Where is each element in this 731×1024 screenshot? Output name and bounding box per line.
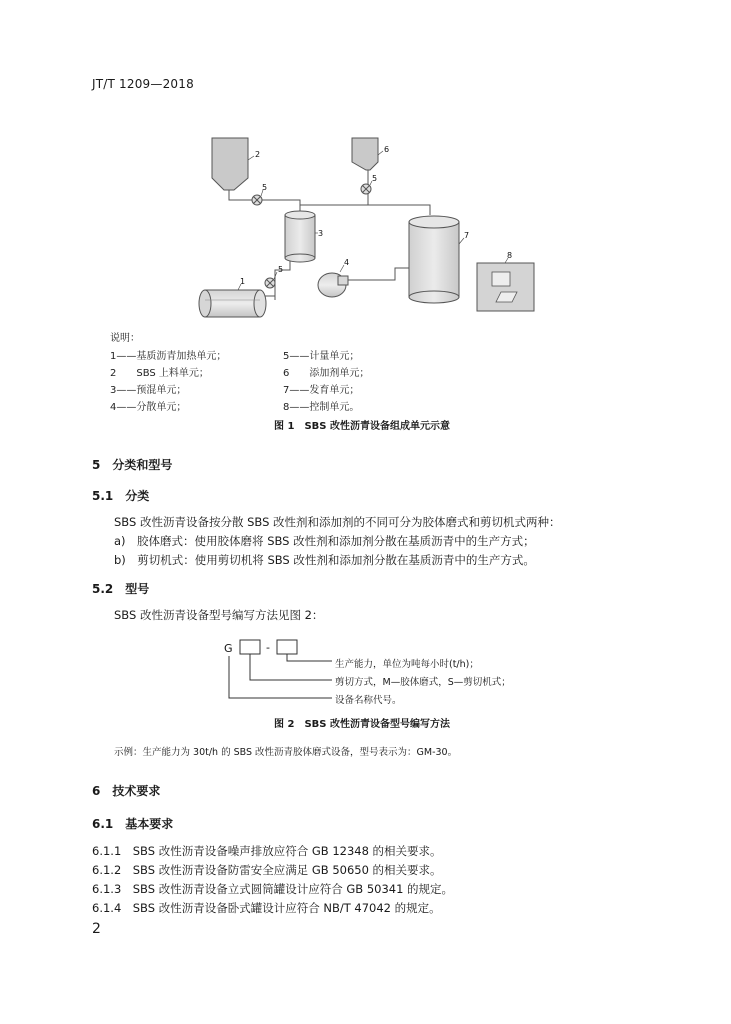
unit-6-additive-hopper	[352, 138, 378, 170]
legend-item: 1——基质沥青加热单元；	[110, 351, 227, 362]
label-unit-8: 8	[507, 251, 513, 260]
legend-item: 2 SBS 上料单元；	[110, 368, 209, 379]
requirement-item: 6.1.4 SBS 改性沥青设备卧式罐设计应符合 NB/T 47042 的规定。	[92, 901, 441, 915]
label-unit-6: 6	[384, 145, 390, 154]
standard-number: JT/T 1209—2018	[92, 77, 194, 91]
section-5-2-paragraph: SBS 改性沥青设备型号编写方法见图 2：	[114, 608, 324, 622]
label-unit-3: 3	[318, 229, 324, 238]
unit-5-metering-valve	[265, 278, 275, 288]
model-line-capacity: 生产能力，单位为吨每小时(t/h)；	[335, 659, 479, 670]
model-dash: -	[266, 641, 270, 654]
model-example: 示例：生产能力为 30t/h 的 SBS 改性沥青胶体磨式设备，型号表示为：GM-30。	[114, 747, 458, 758]
requirement-item: 6.1.3 SBS 改性沥青设备立式圆筒罐设计应符合 GB 50341 的规定。	[92, 882, 454, 896]
model-line-method: 剪切方式，M—胶体磨式，S—剪切机式；	[335, 677, 511, 688]
unit-5-metering-valve	[361, 184, 371, 194]
label-unit-1: 1	[240, 277, 246, 286]
legend-item: 7——发育单元；	[283, 385, 360, 396]
unit-8-control-room	[477, 263, 534, 311]
unit-3-premix-tank	[285, 211, 315, 262]
model-line-code: 设备名称代号。	[335, 695, 402, 706]
figure-2-caption: 图 2 SBS 改性沥青设备型号编写方法	[274, 719, 450, 730]
model-box-capacity	[277, 640, 297, 654]
figure-1-caption: 图 1 SBS 改性沥青设备组成单元示意	[274, 421, 450, 432]
model-box-method	[240, 640, 260, 654]
unit-7-development-tank	[409, 216, 459, 303]
unit-2-sbs-hopper	[212, 138, 248, 190]
legend-item: 5——计量单元；	[283, 351, 360, 362]
legend-title: 说明：	[110, 333, 140, 344]
section-5-1-title: 5.1 分类	[92, 489, 150, 503]
unit-1-heating-tank	[199, 290, 266, 317]
requirement-item: 6.1.1 SBS 改性沥青设备噪声排放应符合 GB 12348 的相关要求。	[92, 844, 442, 858]
page-number: 2	[92, 921, 101, 937]
figure-1-diagram	[0, 0, 731, 330]
label-unit-7: 7	[464, 231, 470, 240]
requirement-item: 6.1.2 SBS 改性沥青设备防雷安全应满足 GB 50650 的相关要求。	[92, 863, 442, 877]
section-5-1-item-b: b) 剪切机式：使用剪切机将 SBS 改性剂和添加剂分散在基质沥青中的生产方式。	[114, 553, 535, 567]
legend-item: 8——控制单元。	[283, 402, 360, 413]
label-unit-5-a: 5	[262, 183, 268, 192]
section-6-1-title: 6.1 基本要求	[92, 817, 174, 831]
unit-5-metering-valve	[252, 195, 262, 205]
section-5-1-item-a: a) 胶体磨式：使用胶体磨将 SBS 改性剂和添加剂分散在基质沥青中的生产方式；	[114, 534, 535, 548]
section-5-title: 5 分类和型号	[92, 458, 173, 472]
model-letter-g: G	[224, 642, 233, 655]
label-unit-4: 4	[344, 258, 350, 267]
legend-item: 4——分散单元；	[110, 402, 187, 413]
model-leader-lines	[229, 654, 332, 698]
legend-item: 6 添加剂单元；	[283, 368, 370, 379]
label-unit-5-b: 5	[372, 174, 378, 183]
section-5-1-paragraph: SBS 改性沥青设备按分散 SBS 改性剂和添加剂的不同可分为胶体磨式和剪切机式两种：	[114, 515, 561, 529]
label-unit-2: 2	[255, 150, 261, 159]
legend-item: 3——预混单元；	[110, 385, 187, 396]
section-6-title: 6 技术要求	[92, 784, 161, 798]
label-unit-5-c: 5	[278, 265, 284, 274]
unit-4-disperser	[318, 273, 348, 297]
section-5-2-title: 5.2 型号	[92, 582, 150, 596]
